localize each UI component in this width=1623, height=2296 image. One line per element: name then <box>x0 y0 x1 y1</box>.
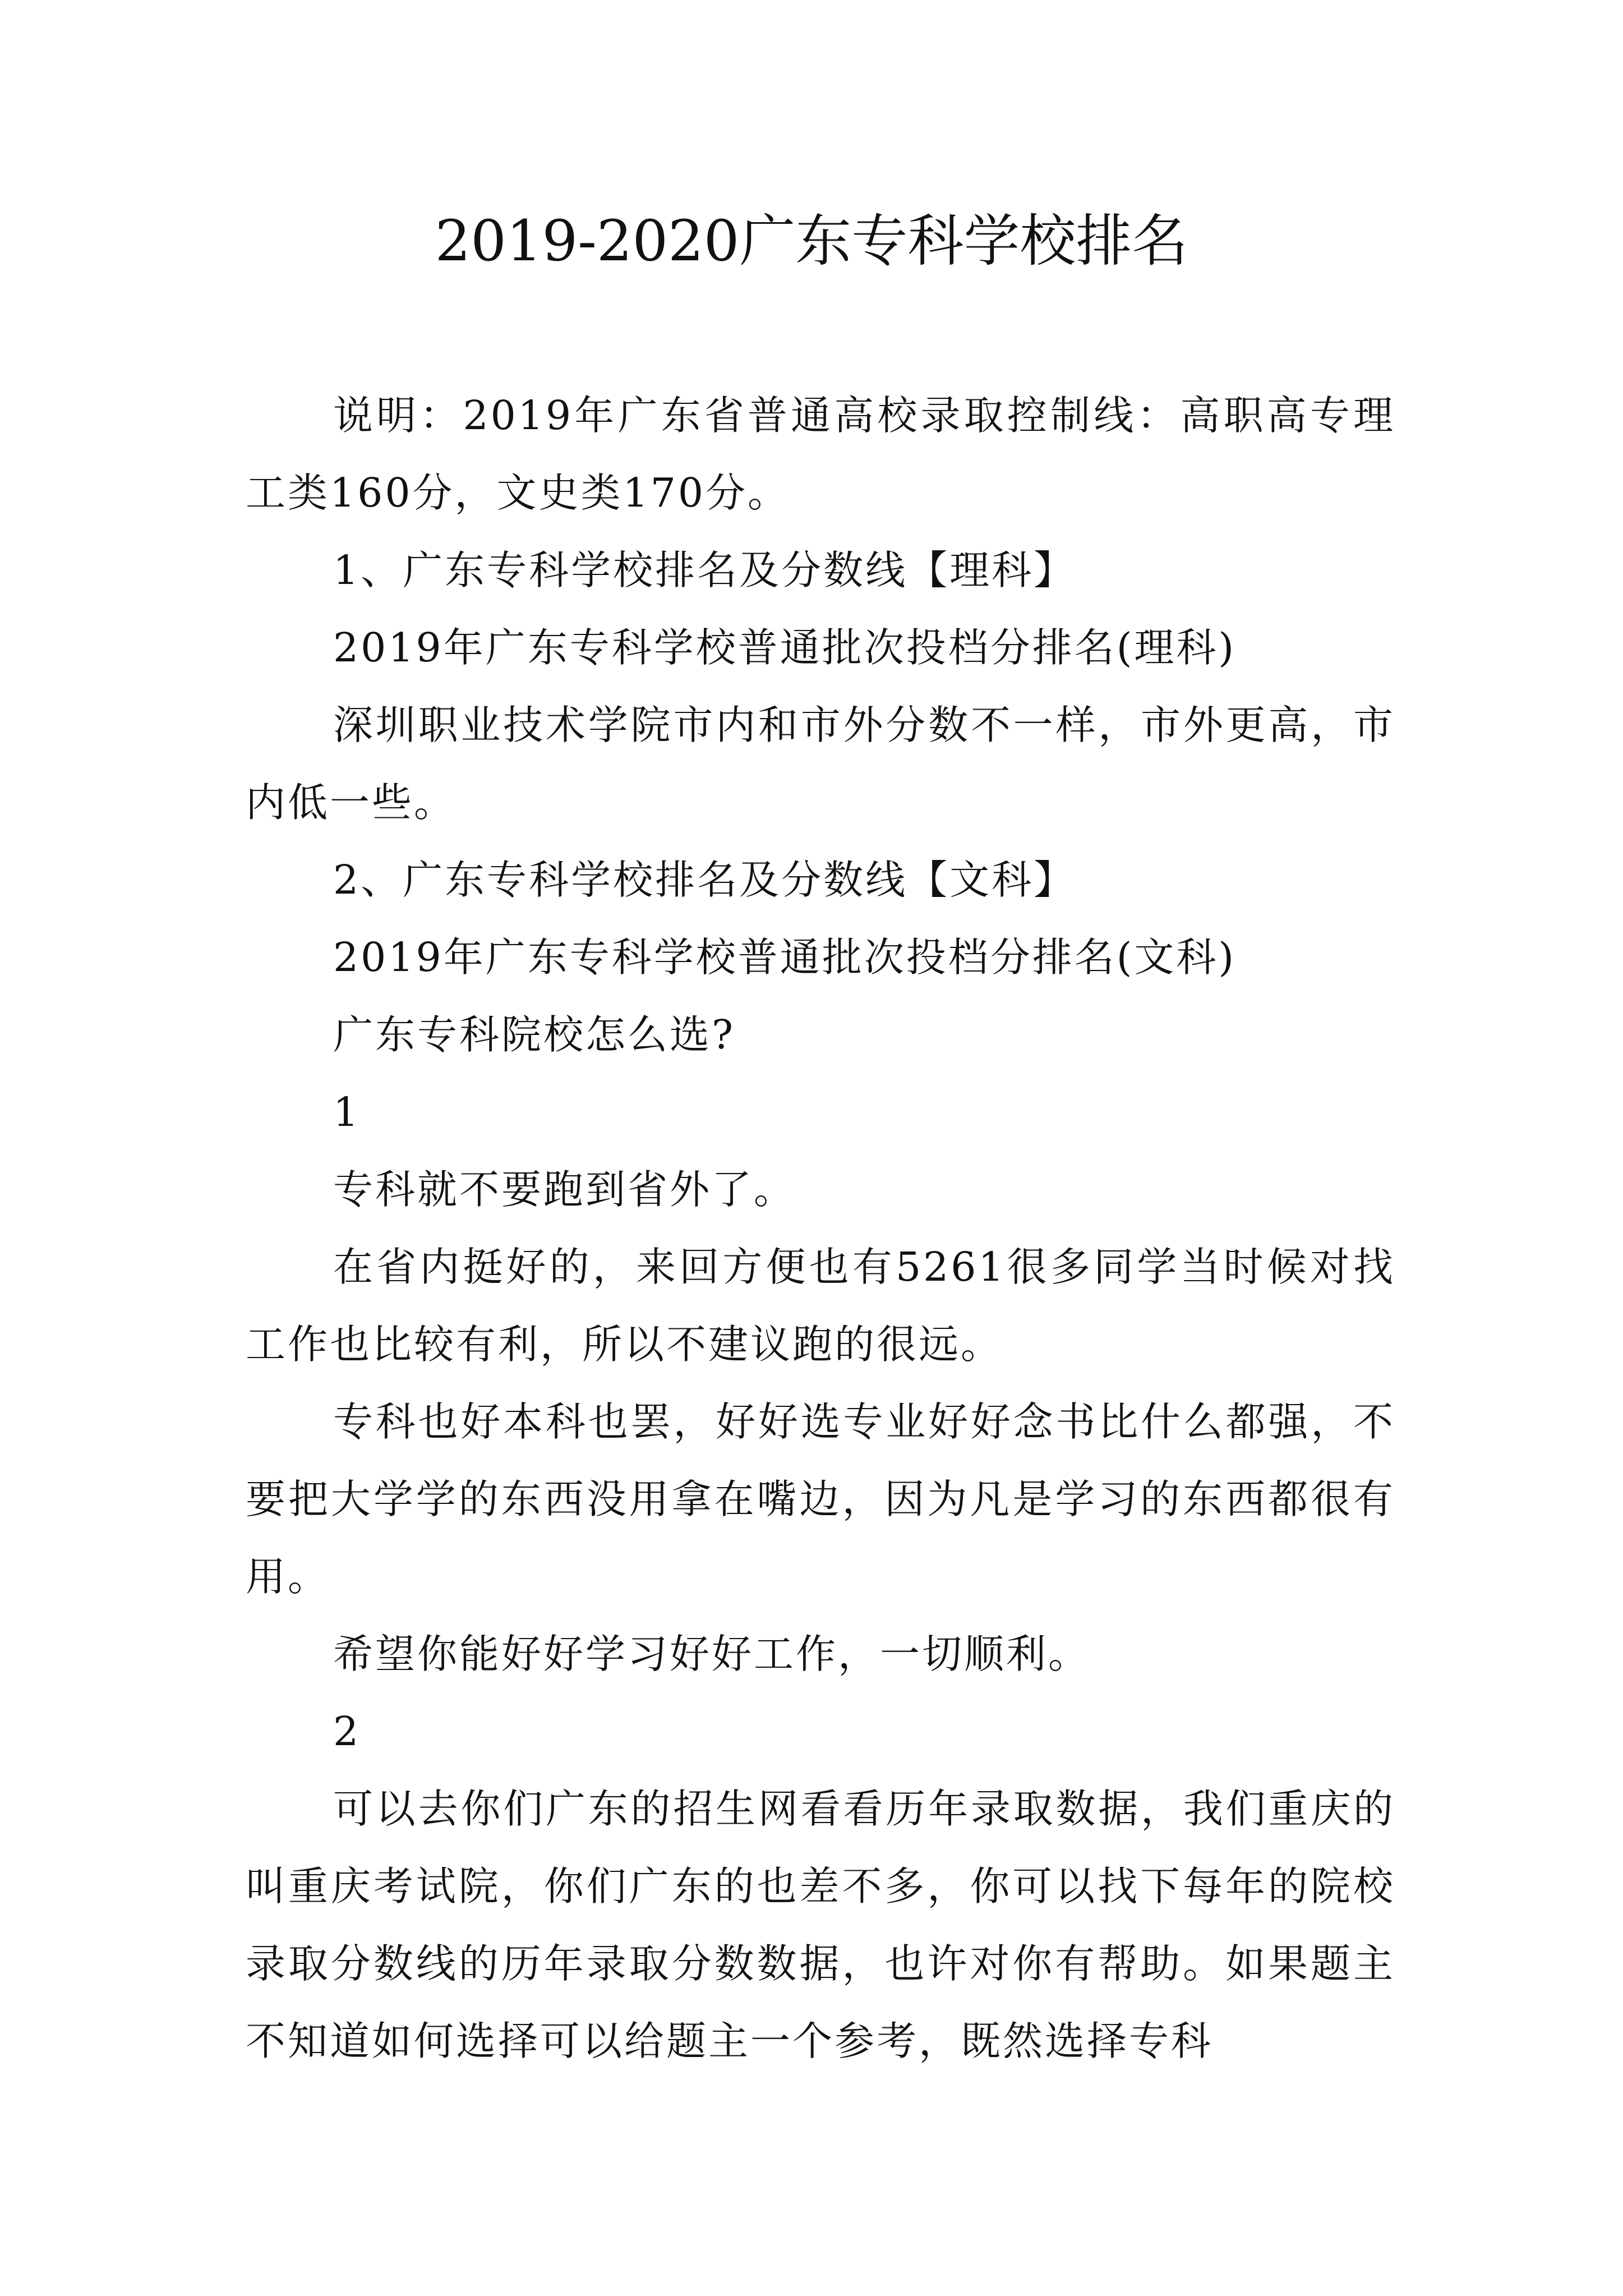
paragraph-shenzhen-note: 深圳职业技术学院市内和市外分数不一样，市外更高，市内低一些。 <box>246 702 1395 826</box>
paragraph-answer-number-2: 2 <box>333 1708 361 1755</box>
paragraph-answer-1-line-2: 在省内挺好的，来回方便也有5261很多同学当时候对找工作也比较有利，所以不建议跑的很远。 <box>246 1244 1395 1368</box>
paragraph-section-1-heading: 1、广东专科学校排名及分数线【理科】 <box>333 547 1076 593</box>
paragraph-answer-1-line-3: 专科也好本科也罢，好好选专业好好念书比什么都强，不要把大学学的东西没用拿在嘴边，因为凡是学习的东西都很有用。 <box>246 1398 1395 1600</box>
paragraph-answer-number-1: 1 <box>333 1089 361 1135</box>
paragraph-answer-2-line-1: 可以去你们广东的招生网看看历年录取数据，我们重庆的叫重庆考试院，你们广东的也差不多，你可以找下每年的院校录取分数线的历年录取分数数据，也许对你有帮助。如果题主不知道如何选择可以给题主一个参考，既然选择专科 <box>246 1786 1395 2064</box>
document-body <box>246 377 1395 2080</box>
paragraph-answer-1-line-4: 希望你能好好学习好好工作，一切顺利。 <box>333 1631 1091 1677</box>
paragraph-arts-ranking: 2019年广东专科学校普通批次投档分排名(文科) <box>333 934 1237 981</box>
paragraph-answer-1-line-1: 专科就不要跑到省外了。 <box>333 1166 796 1213</box>
paragraph-section-2-heading: 2、广东专科学校排名及分数线【文科】 <box>333 857 1076 903</box>
paragraph-science-ranking: 2019年广东专科学校普通批次投档分排名(理科) <box>333 624 1237 671</box>
paragraph-question: 广东专科院校怎么选? <box>333 1011 736 1058</box>
document-title: 2019-2020广东专科学校排名 <box>435 208 1188 274</box>
paragraph-intro: 说明：2019年广东省普通高校录取控制线：高职高专理工类160分，文史类170分。 <box>246 392 1395 516</box>
